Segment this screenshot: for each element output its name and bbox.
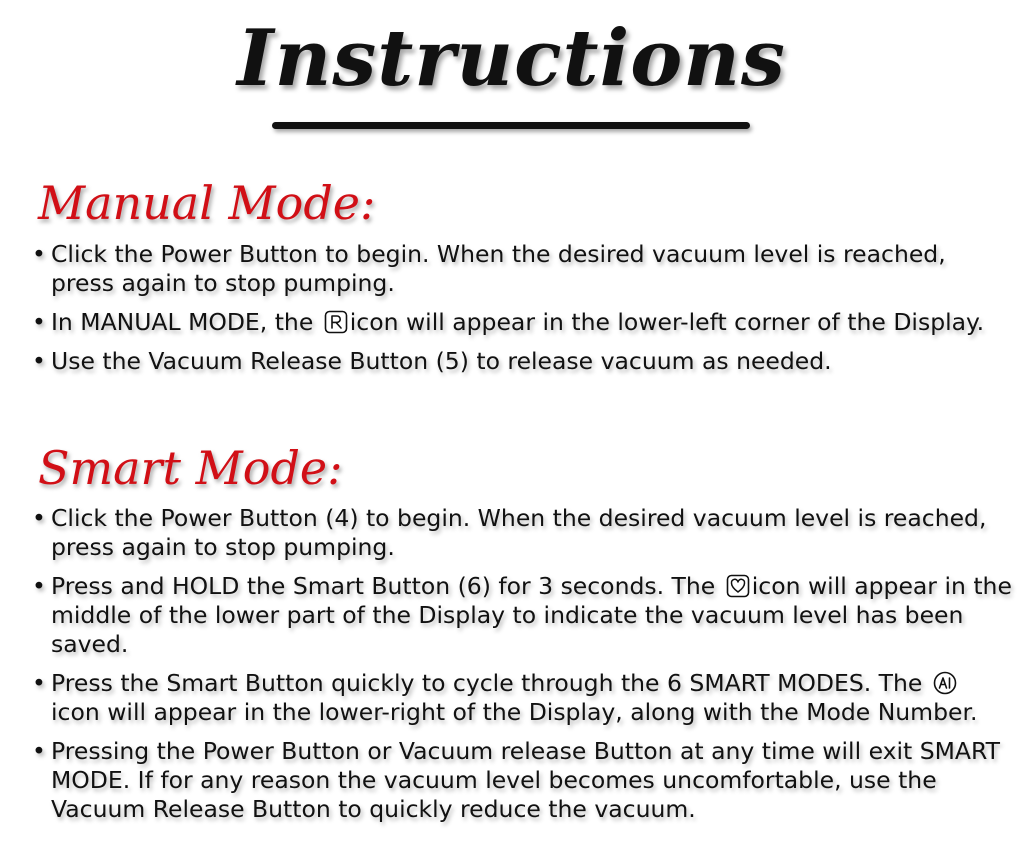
smart-mode-heading: Smart Mode:: [38, 441, 343, 495]
list-item: • Use the Vacuum Release Button (5) to release vacuum as needed.: [30, 347, 1015, 376]
manual-mode-list: [30, 240, 1015, 386]
list-item: • In MANUAL MODE, the icon will appear in the lower-left corner of the Display.: [30, 308, 1015, 337]
list-item: • Click the Power Button to begin. When the desired vacuum level is reached, press again to stop pumping.: [30, 240, 1015, 298]
list-item: • Click the Power Button (4) to begin. When the desired vacuum level is reached, press again to stop pumping.: [30, 504, 1015, 562]
heart-badge-icon: [726, 574, 750, 598]
list-item: • Press and HOLD the Smart Button (6) for 3 seconds. The icon will appear in the middle of the lower part of the Display to indicate the vacuum level has been saved.: [30, 572, 1015, 659]
list-item: • Pressing the Power Button or Vacuum release Button at any time will exit SMART MODE. If for any reason the vacuum level becomes uncomfortable, use the Vacuum Release Button to quickly reduce the vacuum.: [30, 737, 1015, 824]
list-item: • Press the Smart Button quickly to cycle through the 6 SMART MODES. The icon will appear in the lower-right of the Display, along with the Mode Number.: [30, 669, 1015, 727]
manual-mode-heading: Manual Mode:: [38, 176, 376, 230]
r-badge-icon: [324, 310, 348, 334]
title-underline: [272, 122, 750, 129]
ai-circle-icon: [933, 671, 957, 695]
smart-mode-list: [30, 504, 1015, 834]
page-title: Instructions: [237, 13, 786, 104]
